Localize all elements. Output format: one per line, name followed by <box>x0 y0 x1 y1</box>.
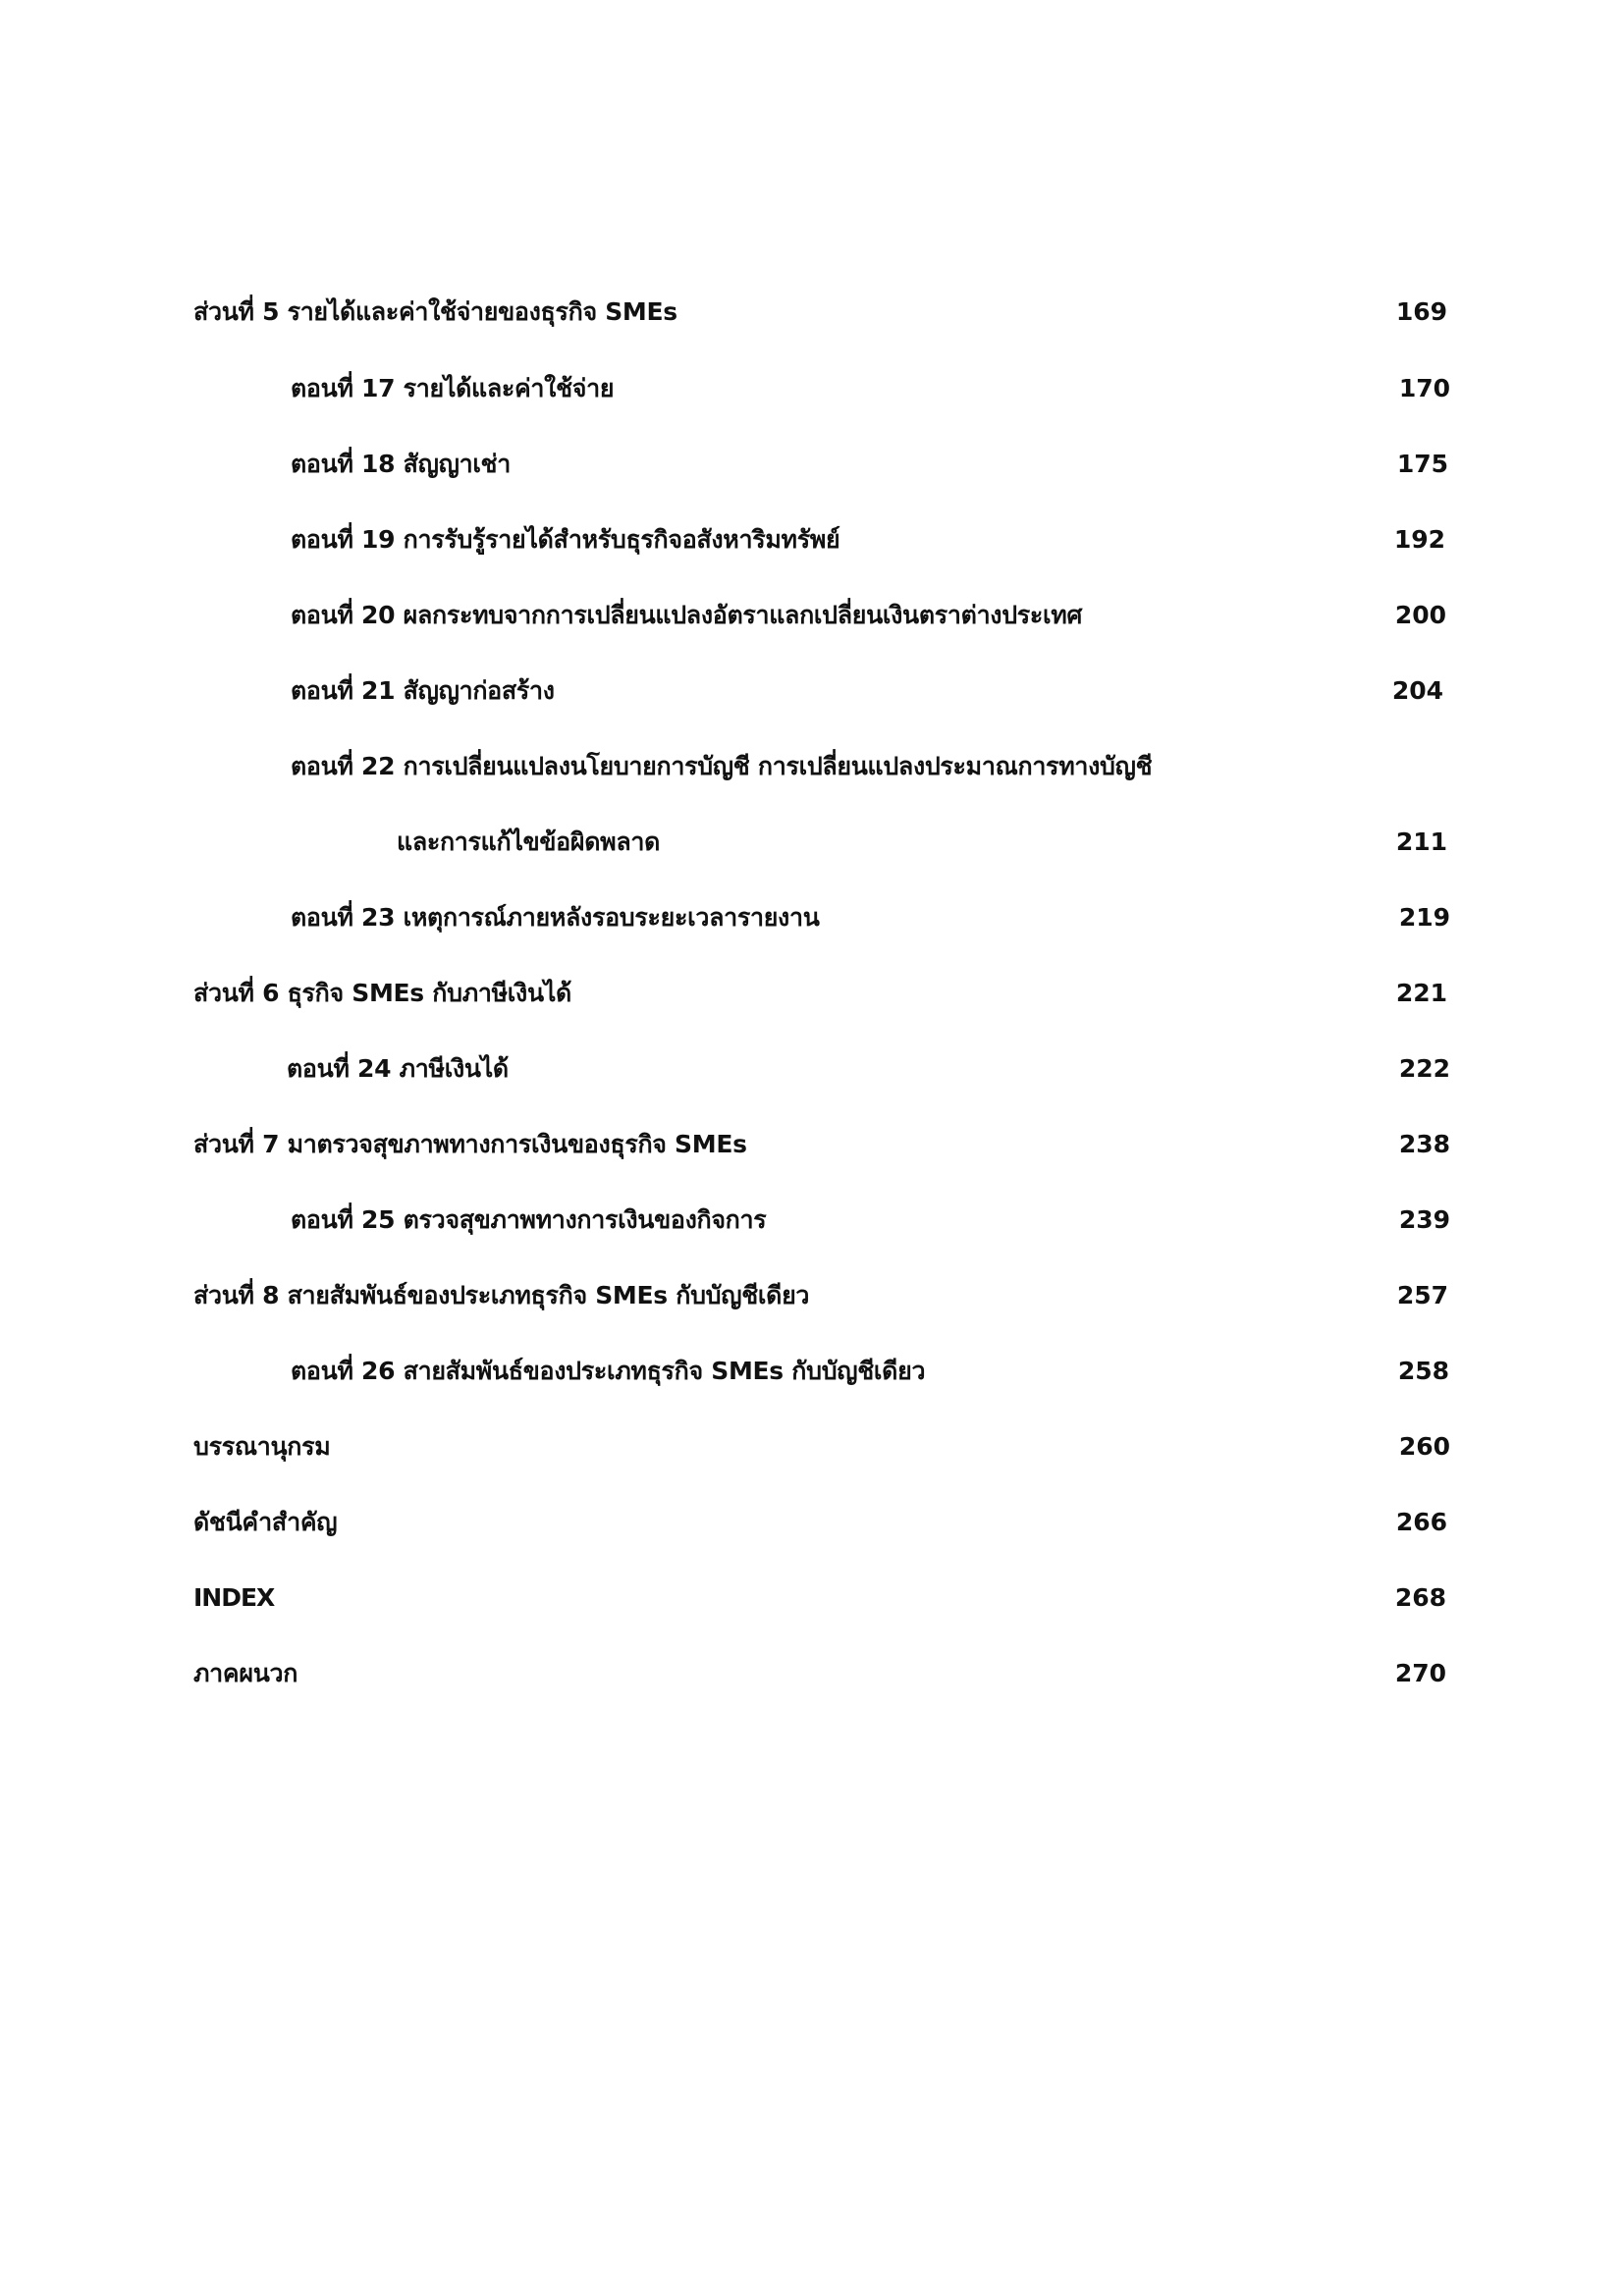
toc-chapter-label: ตอนที่ 20 ผลกระทบจากการเปลี่ยนแปลงอัตราแลกเปลี่ยนเงินตราต่างประเทศ <box>291 601 1083 629</box>
toc-chapter-label: ตอนที่ 23 เหตุการณ์ภายหลังรอบระยะเวลารายงาน <box>291 903 820 932</box>
toc-page-number: 175 <box>1396 450 1448 478</box>
toc-section-label: ส่วนที่ 8 สายสัมพันธ์ของประเภทธุรกิจ SMEs กับบัญชีเดียว <box>193 1281 810 1309</box>
toc-page-number: 222 <box>1398 1054 1450 1083</box>
toc-chapter-label: ตอนที่ 19 การรับรู้รายได้สำหรับธุรกิจอสังหาริมทรัพย์ <box>291 525 840 554</box>
toc-page-number: 239 <box>1398 1205 1450 1234</box>
toc-section-label: ส่วนที่ 7 มาตรวจสุขภาพทางการเงินของธุรกิจ SMEs <box>193 1130 747 1158</box>
toc-page-number: 260 <box>1398 1432 1450 1461</box>
toc-page-number: 219 <box>1398 903 1450 932</box>
toc-page-number: 270 <box>1394 1659 1446 1687</box>
toc-section-label: ส่วนที่ 6 ธุรกิจ SMEs กับภาษีเงินได้ <box>193 979 571 1007</box>
toc-chapter-label: ตอนที่ 21 สัญญาก่อสร้าง <box>291 676 555 705</box>
toc-section-label: ส่วนที่ 5 รายได้และค่าใช้จ่ายของธุรกิจ SMEs <box>193 297 677 326</box>
toc-chapter-label: ตอนที่ 26 สายสัมพันธ์ของประเภทธุรกิจ SMEs กับบัญชีเดียว <box>291 1357 926 1385</box>
toc-chapter-label: ตอนที่ 18 สัญญาเช่า <box>291 450 511 478</box>
toc-page-number: 238 <box>1398 1130 1450 1158</box>
toc-page-number: 211 <box>1395 828 1447 856</box>
toc-page-number: 221 <box>1395 979 1447 1007</box>
toc-page-number: 170 <box>1398 374 1450 402</box>
toc-backmatter-label: ดัชนีคำสำคัญ <box>193 1508 338 1536</box>
toc-chapter-label-continuation: และการแก้ไขข้อผิดพลาด <box>397 828 661 856</box>
toc-page-number: 204 <box>1391 676 1443 705</box>
toc-page-number: 257 <box>1396 1281 1448 1309</box>
toc-page-number: 268 <box>1394 1583 1446 1612</box>
toc-page-number: 266 <box>1395 1508 1447 1536</box>
toc-chapter-label: ตอนที่ 25 ตรวจสุขภาพทางการเงินของกิจการ <box>291 1205 767 1234</box>
toc-backmatter-label: ภาคผนวก <box>193 1659 298 1687</box>
toc-backmatter-label: บรรณานุกรม <box>193 1432 331 1461</box>
toc-page-number: 258 <box>1397 1357 1449 1385</box>
toc-chapter-label: ตอนที่ 22 การเปลี่ยนแปลงนโยบายการบัญชี การเปลี่ยนแปลงประมาณการทางบัญชี <box>291 752 1153 780</box>
toc-chapter-label: ตอนที่ 24 ภาษีเงินได้ <box>287 1054 509 1083</box>
toc-page-number: 200 <box>1394 601 1446 629</box>
toc-page-number: 192 <box>1393 525 1445 554</box>
toc-page-number: 169 <box>1395 297 1447 326</box>
toc-backmatter-label: INDEX <box>193 1583 275 1612</box>
toc-chapter-label: ตอนที่ 17 รายได้และค่าใช้จ่าย <box>291 374 615 402</box>
